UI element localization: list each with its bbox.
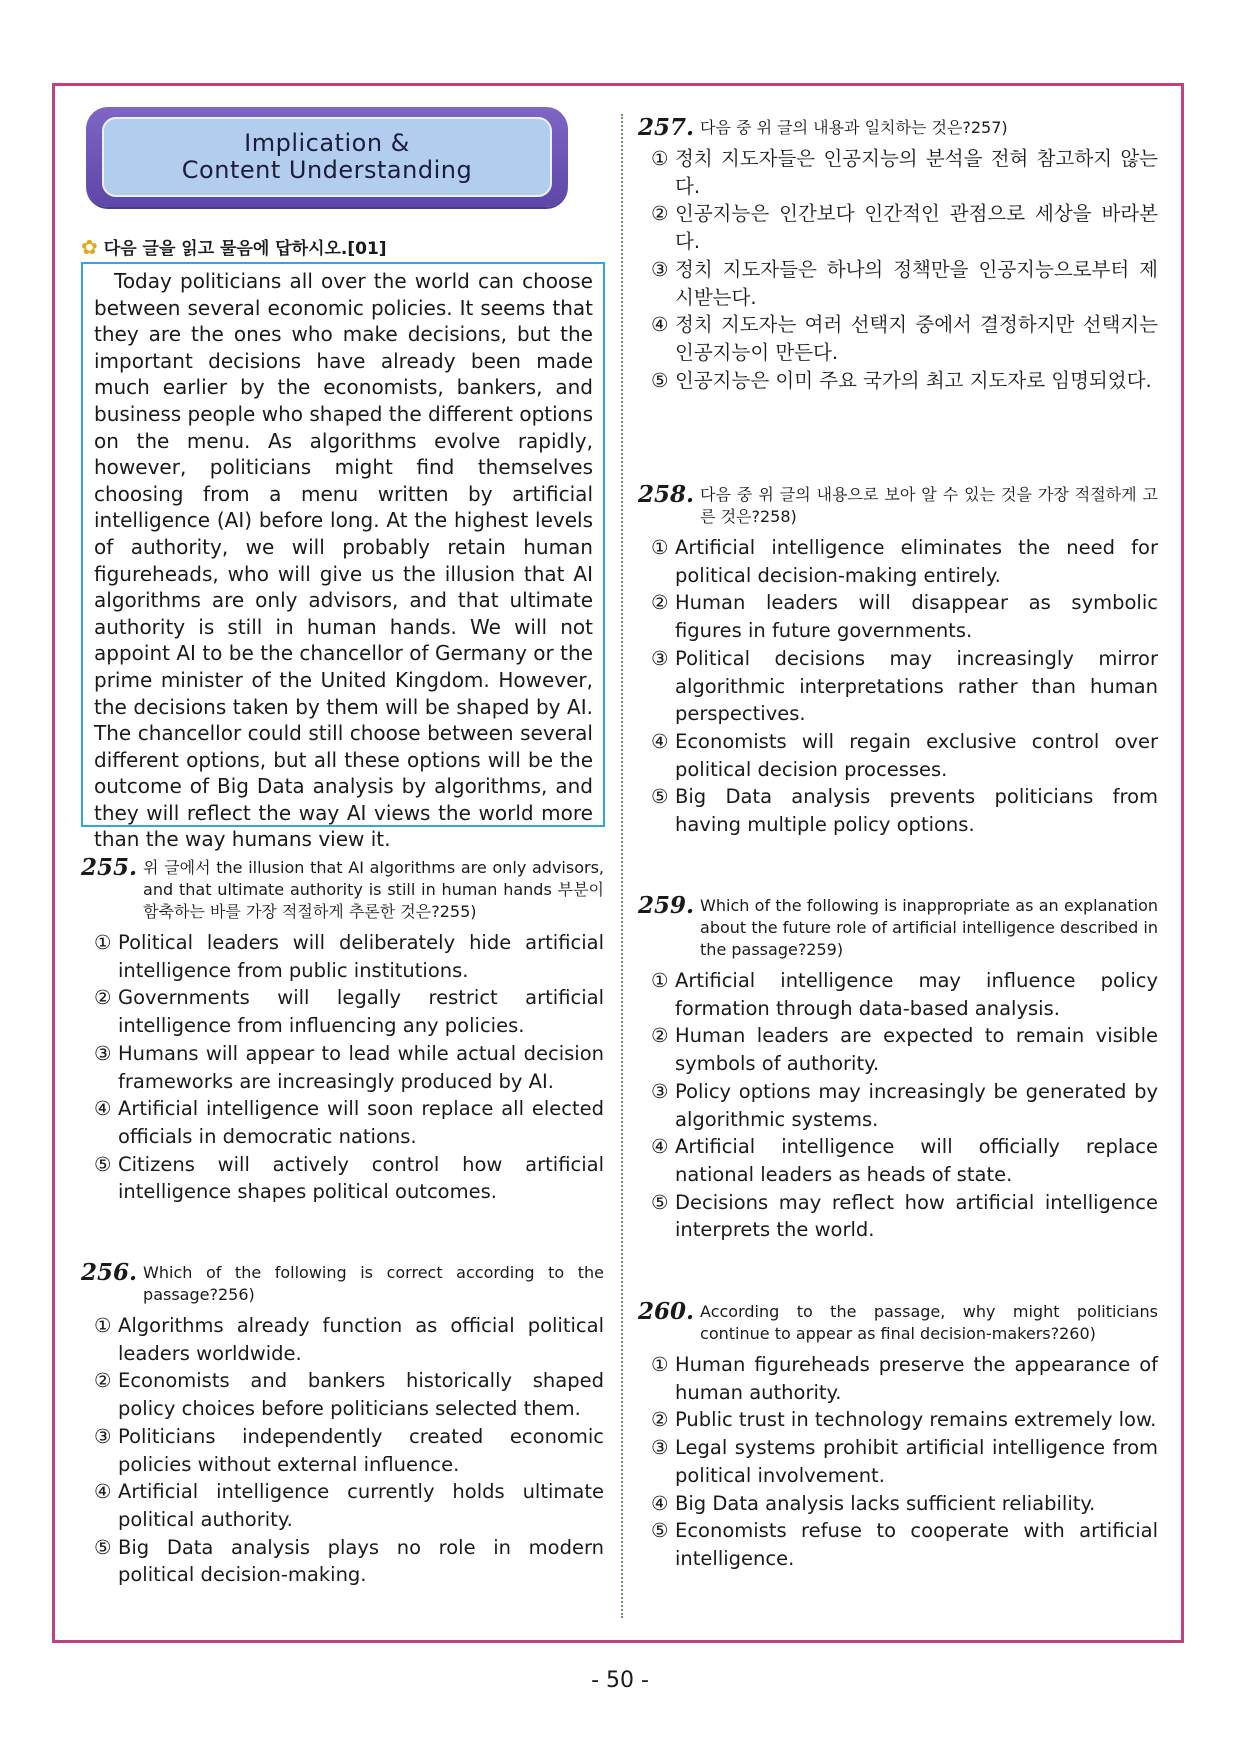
question-header bbox=[638, 1298, 1158, 1345]
option[interactable] bbox=[81, 1095, 604, 1150]
question-header bbox=[638, 892, 1158, 961]
banner-title bbox=[182, 130, 472, 184]
instruction-text: 다음 글을 읽고 물음에 답하시오.[01] bbox=[103, 239, 387, 259]
option-number: ① bbox=[651, 1353, 669, 1376]
question-header bbox=[81, 1259, 604, 1306]
options-list bbox=[81, 929, 604, 1206]
option-number: ② bbox=[94, 1369, 112, 1393]
option[interactable] bbox=[638, 200, 1158, 255]
option-text: Economists will regain exclusive control over political decision processes. bbox=[675, 729, 1158, 781]
option[interactable] bbox=[638, 728, 1158, 783]
option[interactable] bbox=[638, 589, 1158, 644]
options-list bbox=[638, 145, 1158, 394]
option-text: Political leaders will deliberately hide artificial intelligence from public institutions. bbox=[118, 931, 604, 982]
option[interactable] bbox=[638, 367, 1158, 395]
option-number: ② bbox=[651, 1024, 669, 1048]
option[interactable] bbox=[638, 1490, 1158, 1518]
option[interactable] bbox=[638, 1022, 1158, 1077]
option[interactable] bbox=[638, 145, 1158, 200]
option-text: 인공지능은 인간보다 인간적인 관점으로 세상을 바라본다. bbox=[675, 202, 1158, 254]
option[interactable] bbox=[638, 1434, 1158, 1489]
question-number: 258. bbox=[638, 481, 695, 508]
question-number: 257. bbox=[638, 114, 695, 141]
option[interactable] bbox=[638, 783, 1158, 838]
option-number: ① bbox=[651, 969, 669, 992]
question-header bbox=[81, 854, 604, 923]
option-text: 정치 지도자들은 인공지능의 분석을 전혀 참고하지 않는다. bbox=[675, 147, 1158, 198]
question-header bbox=[638, 114, 1158, 141]
option-text: Decisions may reflect how artificial intelligence interprets the world. bbox=[675, 1190, 1158, 1242]
column-divider bbox=[621, 114, 623, 1618]
option-number: ② bbox=[651, 202, 669, 226]
option-number: ① bbox=[651, 536, 669, 559]
option[interactable] bbox=[81, 929, 604, 984]
option-text: 정치 지도자는 여러 선택지 중에서 결정하지만 선택지는 인공지능이 만든다. bbox=[675, 313, 1158, 364]
option-number: ⑤ bbox=[651, 1190, 669, 1214]
option[interactable] bbox=[81, 1151, 604, 1206]
option-text: Human figureheads preserve the appearance of human authority. bbox=[675, 1353, 1158, 1404]
option-text: Artificial intelligence eliminates the need for political decision-making entirely. bbox=[675, 536, 1158, 587]
page-number: - 50 - bbox=[591, 1668, 649, 1693]
question-text: 위 글에서 the illusion that AI algorithms are only advisors, and that ultimate authority is still in human hands 부분이 함축하는 바를 가장 적절하게 추론한 것은?255) bbox=[143, 858, 604, 921]
option-number: ④ bbox=[651, 313, 669, 337]
option-number: ① bbox=[651, 147, 669, 170]
option-number: ① bbox=[94, 1314, 112, 1337]
option[interactable] bbox=[81, 1423, 604, 1478]
option-text: Humans will appear to lead while actual decision frameworks are increasingly produced by AI. bbox=[118, 1041, 604, 1093]
option-number: ⑤ bbox=[94, 1152, 112, 1176]
option-text: Big Data analysis lacks sufficient reliability. bbox=[675, 1491, 1096, 1515]
option-number: ④ bbox=[651, 1135, 669, 1159]
question-text: 다음 중 위 글의 내용과 일치하는 것은?257) bbox=[700, 118, 1008, 137]
option[interactable] bbox=[638, 645, 1158, 728]
option-text: Artificial intelligence will officially replace national leaders as heads of state. bbox=[675, 1135, 1158, 1186]
option-number: ④ bbox=[651, 729, 669, 753]
options-list bbox=[638, 1351, 1158, 1573]
options-list bbox=[638, 534, 1158, 839]
option[interactable] bbox=[638, 256, 1158, 311]
option-text: 인공지능은 이미 주요 국가의 최고 지도자로 임명되었다. bbox=[675, 368, 1152, 392]
option[interactable] bbox=[638, 534, 1158, 589]
banner-title-line1: Implication & bbox=[244, 129, 410, 157]
option[interactable] bbox=[81, 1478, 604, 1533]
option-number: ④ bbox=[651, 1491, 669, 1515]
option-number: ③ bbox=[651, 257, 669, 281]
question-text: 다음 중 위 글의 내용으로 보아 알 수 있는 것을 가장 적절하게 고른 것은?258) bbox=[700, 485, 1158, 526]
option-number: ② bbox=[94, 986, 112, 1010]
banner-title-line2: Content Understanding bbox=[181, 156, 473, 184]
question-number: 255. bbox=[81, 854, 138, 881]
option[interactable] bbox=[81, 1367, 604, 1422]
option-text: Political decisions may increasingly mirror algorithmic interpretations rather than human perspectives. bbox=[675, 646, 1158, 726]
option-number: ① bbox=[94, 931, 112, 954]
option-text: Economists refuse to cooperate with artificial intelligence. bbox=[675, 1519, 1158, 1570]
option-text: Human leaders will disappear as symbolic figures in future governments. bbox=[675, 591, 1158, 643]
option-text: Human leaders are expected to remain visible symbols of authority. bbox=[675, 1024, 1158, 1076]
question-256 bbox=[81, 1259, 604, 1589]
option[interactable] bbox=[81, 1534, 604, 1589]
question-260 bbox=[638, 1298, 1158, 1573]
question-257 bbox=[638, 114, 1158, 394]
banner-inner bbox=[102, 117, 552, 197]
option-text: 정치 지도자들은 하나의 정책만을 인공지능으로부터 제시받는다. bbox=[675, 257, 1158, 309]
option-number: ③ bbox=[94, 1041, 112, 1065]
option-text: Politicians independently created economic policies without external influence. bbox=[118, 1424, 604, 1476]
option-text: Public trust in technology remains extremely low. bbox=[675, 1408, 1157, 1432]
question-259 bbox=[638, 892, 1158, 1244]
instruction bbox=[81, 234, 387, 259]
flower-icon: ✿ bbox=[81, 234, 98, 259]
option[interactable] bbox=[638, 1351, 1158, 1406]
option-text: Governments will legally restrict artificial intelligence from influencing any policies. bbox=[118, 986, 604, 1038]
option-number: ② bbox=[651, 1408, 669, 1432]
question-text: Which of the following is correct according to the passage?256) bbox=[143, 1263, 604, 1304]
option[interactable] bbox=[638, 1406, 1158, 1434]
options-list bbox=[638, 967, 1158, 1244]
option-text: Artificial intelligence will soon replace all elected officials in democratic nations. bbox=[118, 1097, 604, 1148]
option-text: Policy options may increasingly be generated by algorithmic systems. bbox=[675, 1079, 1158, 1131]
option-number: ② bbox=[651, 591, 669, 615]
question-text: According to the passage, why might politicians continue to appear as final decision-makers?260) bbox=[700, 1302, 1158, 1343]
option-text: Artificial intelligence may influence policy formation through data-based analysis. bbox=[675, 969, 1158, 1020]
question-number: 260. bbox=[638, 1298, 695, 1325]
question-header bbox=[638, 481, 1158, 528]
option-number: ③ bbox=[651, 1079, 669, 1103]
option[interactable] bbox=[81, 984, 604, 1039]
option[interactable] bbox=[638, 311, 1158, 366]
options-list bbox=[81, 1312, 604, 1589]
option-text: Legal systems prohibit artificial intelligence from political involvement. bbox=[675, 1436, 1158, 1487]
option-number: ④ bbox=[94, 1480, 112, 1504]
section-banner bbox=[86, 107, 568, 207]
option[interactable] bbox=[638, 1189, 1158, 1244]
option[interactable] bbox=[638, 1517, 1158, 1572]
option-text: Artificial intelligence currently holds ultimate political authority. bbox=[118, 1480, 604, 1531]
option-text: Big Data analysis plays no role in modern political decision-making. bbox=[118, 1535, 604, 1587]
option-text: Citizens will actively control how artificial intelligence shapes political outcomes. bbox=[118, 1152, 604, 1204]
question-text: Which of the following is inappropriate as an explanation about the future role of artificial intelligence described in the passage?259) bbox=[700, 896, 1158, 959]
option-text: Economists and bankers historically shaped policy choices before politicians selected them. bbox=[118, 1369, 604, 1421]
option-number: ③ bbox=[94, 1424, 112, 1448]
option-number: ③ bbox=[651, 646, 669, 670]
option-text: Algorithms already function as official political leaders worldwide. bbox=[118, 1314, 604, 1365]
option[interactable] bbox=[81, 1040, 604, 1095]
option-number: ⑤ bbox=[94, 1535, 112, 1559]
question-258 bbox=[638, 481, 1158, 839]
passage-text: Today politicians all over the world can choose between several economic policies. It seems that they are the ones who make decisions, but the important decisions have already been made much earlier by the economists, bankers, and business people who shaped the different options on the menu. As algorithms evolve rapidly, however, politicians might find themselves choosing from a menu written by artificial intelligence (AI) before long. At the highest levels of authority, we will probably retain human figureheads, who will give us the illusion that AI algorithms are only advisors, and that ultimate authority is still in human hands. We will not appoint AI to be the chancellor of Germany or the prime minister of the United Kingdom. However, the decisions taken by them will be shaped by AI. The chancellor could still choose between several different options, but all these options will be the outcome of Big Data analysis by algorithms, and they will reflect the way AI views the world more than the way humans view it. bbox=[94, 269, 593, 852]
option-number: ⑤ bbox=[651, 368, 669, 392]
question-255 bbox=[81, 854, 604, 1206]
option-number: ④ bbox=[94, 1097, 112, 1121]
option-number: ⑤ bbox=[651, 1519, 669, 1543]
question-number: 259. bbox=[638, 892, 695, 919]
option[interactable] bbox=[638, 1078, 1158, 1133]
option-number: ③ bbox=[651, 1436, 669, 1460]
option[interactable] bbox=[638, 1133, 1158, 1188]
passage-box bbox=[81, 262, 605, 852]
option[interactable] bbox=[81, 1312, 604, 1367]
option[interactable] bbox=[638, 967, 1158, 1022]
option-text: Big Data analysis prevents politicians from having multiple policy options. bbox=[675, 785, 1158, 837]
question-number: 256. bbox=[81, 1259, 138, 1286]
option-number: ⑤ bbox=[651, 785, 669, 809]
